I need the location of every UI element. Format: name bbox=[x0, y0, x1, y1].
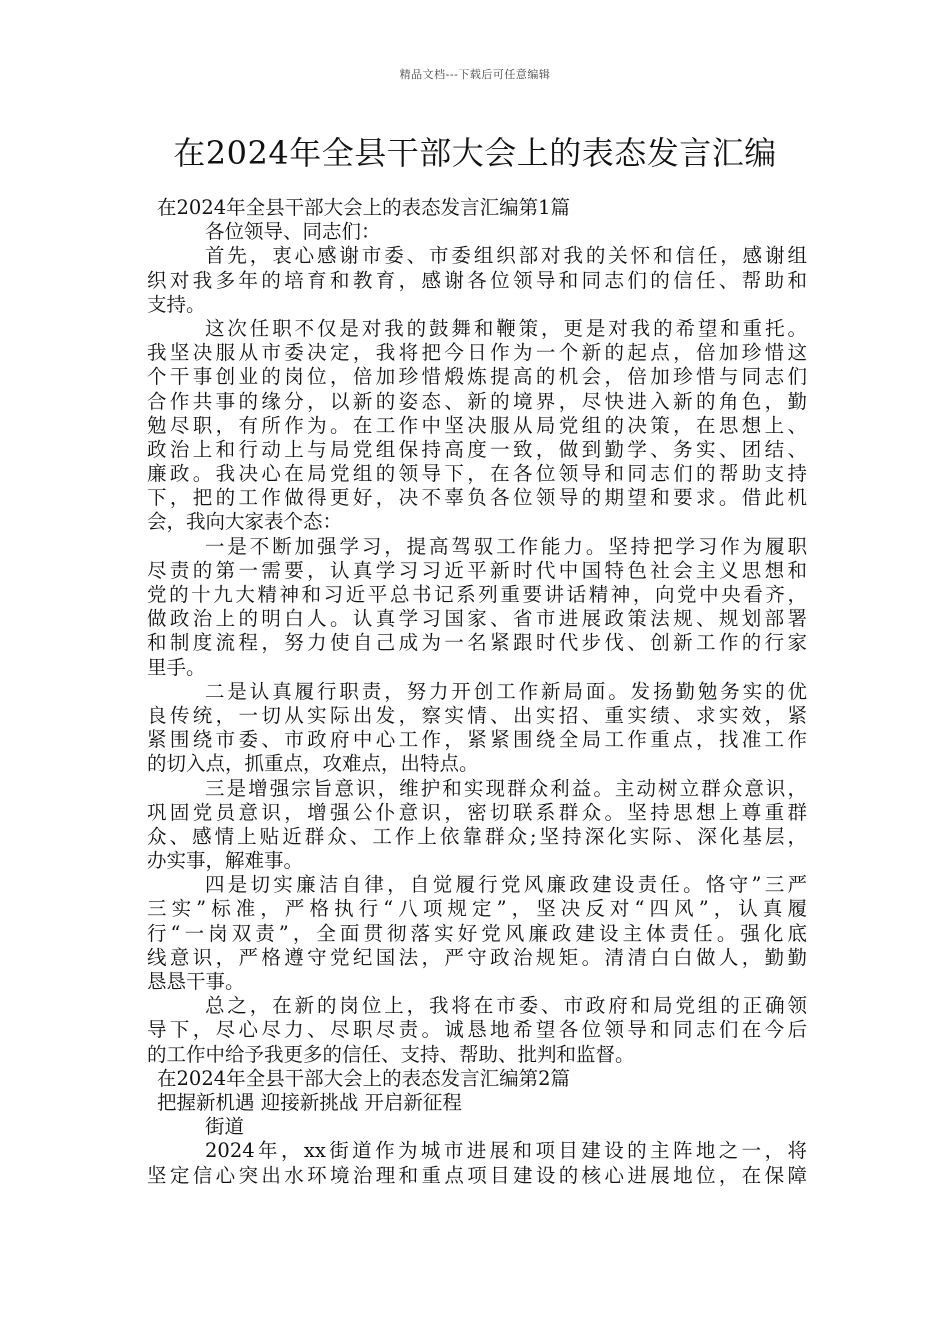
document-body bbox=[147, 196, 807, 1188]
text-line: 在2024年全县干部大会上的表态发言汇编第1篇 bbox=[157, 196, 571, 219]
text-line: 廉政。我决心在局党组的领导下，在各位领导和同志们的帮助支持 bbox=[147, 462, 807, 486]
text-line: 把握新机遇 迎接新挑战 开启新征程 bbox=[157, 1090, 462, 1114]
text-line: 导下，尽心尽力、尽职尽责。诚恳地希望各位领导和同志们在今后 bbox=[147, 1018, 807, 1042]
text-line: 的工作中给予我更多的信任、支持、帮助、批判和监督。 bbox=[147, 1042, 635, 1066]
text-line: 二是认真履行职责，努力开创工作新局面。发扬勤勉务实的优 bbox=[205, 679, 807, 703]
text-line: 在2024年全县干部大会上的表态发言汇编第2篇 bbox=[157, 1066, 571, 1090]
text-line: 众、感情上贴近群众、工作上依靠群众;坚持深化实际、深化基层， bbox=[147, 824, 807, 848]
text-line: 支持。 bbox=[147, 292, 206, 316]
text-line: 2024年，xx街道作为城市进展和项目建设的主阵地之一，将 bbox=[205, 1139, 807, 1163]
text-line: 一是不断加强学习，提高驾驭工作能力。坚持把学习作为履职 bbox=[205, 534, 807, 558]
text-line: 的切入点，抓重点，攻难点，出特点。 bbox=[147, 752, 479, 776]
text-line: 个干事创业的岗位，倍加珍惜煅炼提高的机会，倍加珍惜与同志们 bbox=[147, 365, 807, 389]
text-line: 街道 bbox=[205, 1115, 245, 1139]
text-line: 四是切实廉洁自律，自觉履行党风廉政建设责任。恪守”三严 bbox=[205, 873, 807, 897]
text-line: 总之，在新的岗位上，我将在市委、市政府和局党组的正确领 bbox=[205, 994, 807, 1018]
text-line: 线意识，严格遵守党纪国法，严守政治规矩。清清白白做人，勤勤 bbox=[147, 945, 807, 969]
text-line: 三实”标准，严格执行“八项规定”，坚决反对“四风”，认真履 bbox=[147, 897, 807, 921]
text-line: 政治上和行动上与局党组保持高度一致，做到勤学、务实、团结、 bbox=[147, 437, 807, 461]
text-line: 紧围绕市委、市政府中心工作，紧紧围绕全局工作重点，找准工作 bbox=[147, 728, 807, 752]
text-line: 我坚决服从市委决定，我将把今日作为一个新的起点，倍加珍惜这 bbox=[147, 341, 807, 365]
text-line: 这次任职不仅是对我的鼓舞和鞭策，更是对我的希望和重托。 bbox=[205, 316, 807, 340]
text-line: 三是增强宗旨意识，维护和实现群众利益。主动树立群众意识， bbox=[205, 776, 807, 800]
text-line: 和制度流程，努力使自己成为一名紧跟时代步伐、创新工作的行家 bbox=[147, 631, 807, 655]
header-note: 精品文档---下载后可任意编辑 bbox=[399, 68, 551, 81]
text-line: 党的十九大精神和习近平总书记系列重要讲话精神，向党中央看齐， bbox=[147, 583, 807, 606]
text-line: 各位领导、同志们： bbox=[205, 220, 381, 244]
text-line: 织对我多年的培育和教育，感谢各位领导和同志们的信任、帮助和 bbox=[147, 268, 807, 292]
text-line: 会，我向大家表个态： bbox=[147, 510, 343, 534]
text-line: 首先，衷心感谢市委、市委组织部对我的关怀和信任，感谢组 bbox=[205, 244, 807, 268]
text-line: 行“一岗双责”，全面贯彻落实好党风廉政建设主体责任。强化底 bbox=[147, 921, 807, 945]
text-line: 良传统，一切从实际出发，察实情、出实招、重实绩、求实效，紧 bbox=[147, 703, 807, 727]
text-line: 勉尽职，有所作为。在工作中坚决服从局党组的决策，在思想上、 bbox=[147, 413, 807, 437]
text-line: 下，把的工作做得更好，决不辜负各位领导的期望和要求。借此机 bbox=[147, 486, 807, 510]
text-line: 尽责的第一需要，认真学习习近平新时代中国特色社会主义思想和 bbox=[147, 558, 807, 582]
document-title: 在2024年全县干部大会上的表态发言汇编 bbox=[173, 134, 777, 172]
text-line: 做政治上的明白人。认真学习国家、省市进展政策法规、规划部署 bbox=[147, 607, 807, 631]
text-line: 办实事，解难事。 bbox=[147, 849, 304, 873]
text-line: 合作共事的缘分，以新的姿态、新的境界，尽快进入新的角色，勤 bbox=[147, 389, 807, 413]
text-line: 恳恳干事。 bbox=[147, 970, 245, 993]
text-line: 巩固党员意识，增强公仆意识，密切联系群众。坚持思想上尊重群 bbox=[147, 800, 807, 824]
text-line: 里手。 bbox=[147, 655, 206, 679]
text-line: 坚定信心突出水环境治理和重点项目建设的核心进展地位，在保障 bbox=[147, 1163, 807, 1187]
